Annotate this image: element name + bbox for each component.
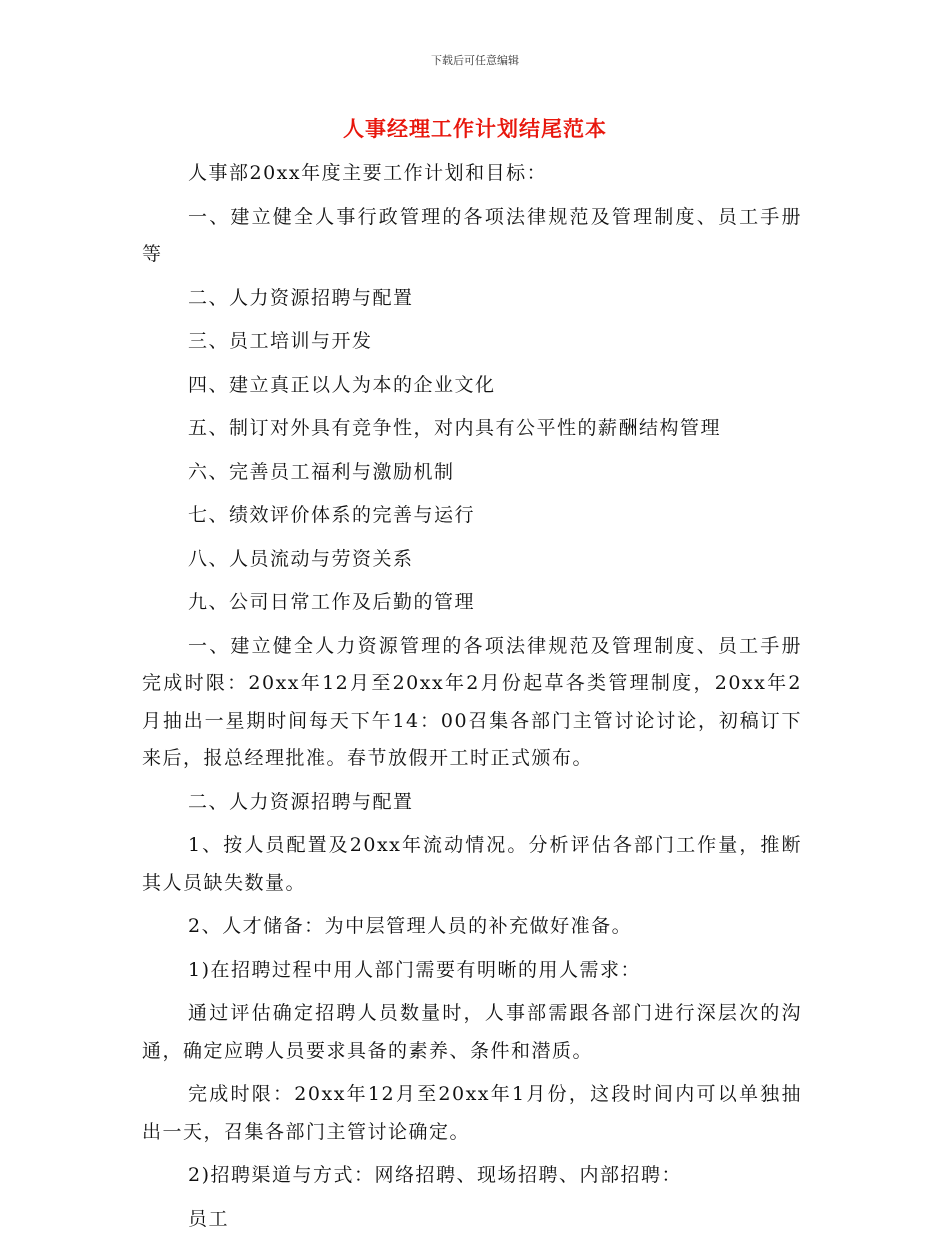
paragraph: 九、公司日常工作及后勤的管理 bbox=[188, 591, 476, 613]
paragraph: 2、人才储备：为中层管理人员的补充做好准备。 bbox=[188, 915, 633, 937]
paragraph: 二、人力资源招聘与配置 bbox=[188, 790, 414, 813]
paragraph: 二、人力资源招聘与配置 bbox=[188, 286, 414, 309]
paragraph: 一、建立健全人力资源管理的各项法律规范及管理制度、员工手册完成时限：20xx年12月至20xx年2月份起草各类管理制度，20xx年2月抽出一星期时间每天下午14：00召集各部门主管讨论讨论，初稿订下来后，报总经理批准。春节放假开工时正式颁布。 bbox=[142, 634, 802, 769]
paragraph: 完成时限：20xx年12月至20xx年1月份，这段时间内可以单独抽出一天，召集各部门主管讨论确定。 bbox=[142, 1083, 802, 1143]
paragraph: 员工 bbox=[188, 1207, 230, 1230]
paragraph: 七、绩效评价体系的完善与运行 bbox=[188, 504, 476, 526]
document-body bbox=[142, 155, 802, 1244]
paragraph: 一、建立健全人事行政管理的各项法律规范及管理制度、员工手册等 bbox=[142, 205, 802, 265]
paragraph: 2)招聘渠道与方式：网络招聘、现场招聘、内部招聘： bbox=[188, 1164, 683, 1186]
paragraph: 1)在招聘过程中用人部门需要有明晰的用人需求： bbox=[188, 958, 642, 981]
paragraph: 六、完善员工福利与激励机制 bbox=[188, 460, 455, 483]
header-note: 下载后可任意编辑 bbox=[431, 54, 519, 67]
paragraph: 1、按人员配置及20xx年流动情况。分析评估各部门工作量，推断其人员缺失数量。 bbox=[142, 834, 802, 894]
paragraph: 人事部20xx年度主要工作计划和目标： bbox=[188, 162, 548, 184]
paragraph: 通过评估确定招聘人员数量时，人事部需跟各部门进行深层次的沟通，确定应聘人员要求具备的素养、条件和潜质。 bbox=[142, 1002, 802, 1062]
paragraph: 三、员工培训与开发 bbox=[188, 330, 373, 352]
paragraph: 四、建立真正以人为本的企业文化 bbox=[188, 373, 496, 396]
paragraph: 八、人员流动与劳资关系 bbox=[188, 547, 414, 570]
paragraph: 五、制订对外具有竞争性，对内具有公平性的薪酬结构管理 bbox=[188, 417, 722, 439]
document-title: 人事经理工作计划结尾范本 bbox=[343, 117, 607, 141]
